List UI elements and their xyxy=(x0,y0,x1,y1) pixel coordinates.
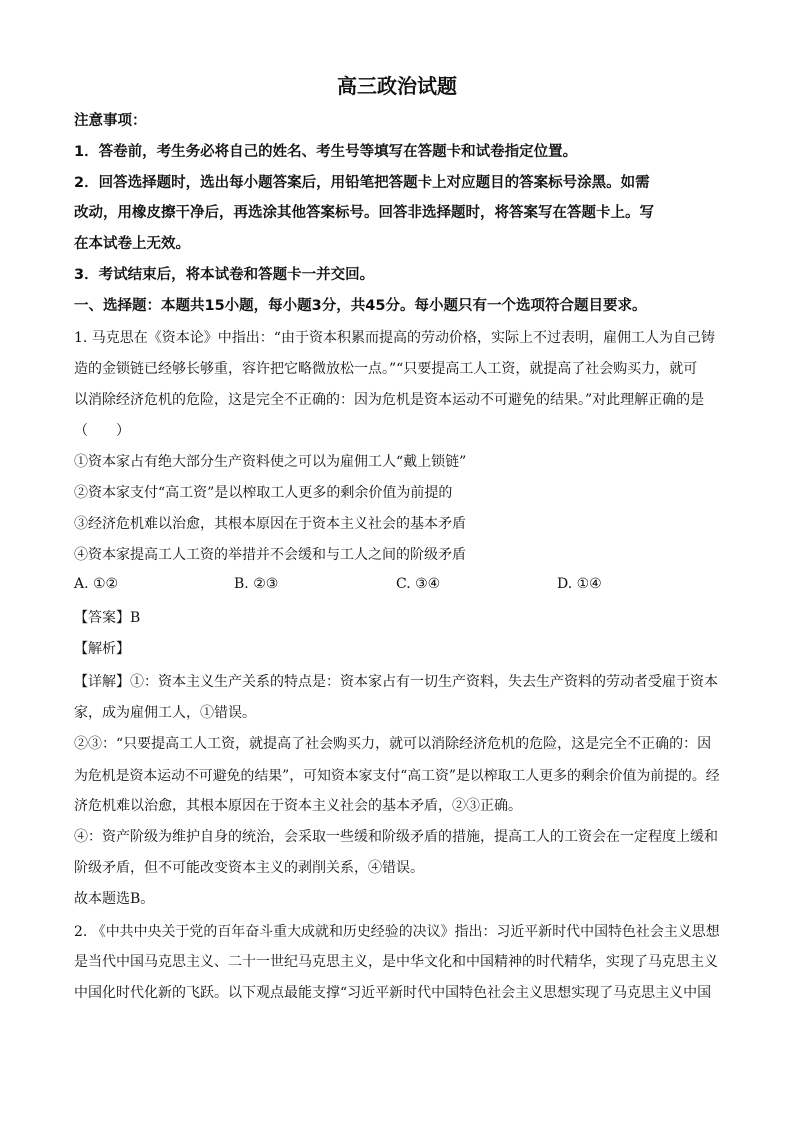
q1-detail-line-7: 阶级矛盾，但不可能改变资本主义的剥削关系，④错误。 xyxy=(74,860,424,876)
page-title: 高三政治试题 xyxy=(337,74,457,98)
q1-option-c: C. ③④ xyxy=(396,576,441,592)
q1-statement-4: ④资本家提高工人工资的举措并不会缓和与工人之间的阶级矛盾 xyxy=(74,547,466,563)
q1-answer: 【答案】B xyxy=(74,610,141,626)
q1-stem-line-4: （ ） xyxy=(74,423,130,439)
q1-option-a: A. ①② xyxy=(74,576,119,592)
q1-analysis-heading: 【解析】 xyxy=(74,641,130,657)
q1-statement-3: ③经济危机难以治愈，其根本原因在于资本主义社会的基本矛盾 xyxy=(74,516,466,532)
section-heading: 一、选择题：本题共15小题，每小题3分，共45分。每小题只有一个选项符合题目要求。 xyxy=(74,298,647,314)
q1-stem-line-1: 1. 马克思在《资本论》中指出：“由于资本积累而提高的劳动价格，实际上不过表明，雇佣工人为自己铸 xyxy=(74,330,715,346)
q1-statement-1: ①资本家占有绝大部分生产资料使之可以为雇佣工人“戴上锁链” xyxy=(74,454,467,470)
notice-item-2-line-3: 在本试卷上无效。 xyxy=(74,236,190,252)
notice-item-1: 1．答卷前，考生务必将自己的姓名、考生号等填写在答题卡和试卷指定位置。 xyxy=(74,144,578,160)
notice-heading: 注意事项： xyxy=(74,113,147,129)
q1-conclusion: 故本题选B。 xyxy=(74,891,155,907)
q1-option-b: B. ②③ xyxy=(234,576,279,592)
q1-detail-line-5: 济危机难以治愈，其根本原因在于资本主义社会的基本矛盾，②③正确。 xyxy=(74,798,522,814)
q1-detail-line-1: 【详解】①：资本主义生产关系的特点是：资本家占有一切生产资料，失去生产资料的劳动者受雇于资本 xyxy=(74,674,718,690)
notice-item-2-line-2: 改动，用橡皮擦干净后，再选涂其他答案标号。回答非选择题时，将答案写在答题卡上。写 xyxy=(74,205,654,221)
q1-detail-line-2: 家，成为雇佣工人，①错误。 xyxy=(74,705,256,721)
q1-detail-line-6: ④：资产阶级为维护自身的统治，会采取一些缓和阶级矛盾的措施，提高工人的工资会在一定程度上缓和 xyxy=(74,829,718,845)
q1-detail-line-3: ②③：“只要提高工人工资，就提高了社会购买力，就可以消除经济危机的危险，这是完全不正确的：因 xyxy=(74,736,712,752)
q2-stem-line-3: 中国化时代化新的飞跃。以下观点最能支撑“习近平新时代中国特色社会主义思想实现了马克思主义中国 xyxy=(74,985,712,1001)
notice-item-3: 3．考试结束后，将本试卷和答题卡一并交回。 xyxy=(74,267,375,283)
q1-detail-line-4: 为危机是资本运动不可避免的结果”，可知资本家支付“高工资”是以榨取工人更多的剩余价值为前提的。经 xyxy=(74,768,720,784)
q2-stem-line-2: 是当代中国马克思主义、二十一世纪马克思主义，是中华文化和中国精神的时代精华，实现了马克思主义 xyxy=(74,954,718,970)
notice-item-2-line-1: 2．回答选择题时，选出每小题答案后，用铅笔把答题卡上对应题目的答案标号涂黑。如需 xyxy=(74,175,650,191)
q1-stem-line-2: 造的金锁链已经够长够重，容许把它略微放松一点。”“只要提高工人工资，就提高了社会购买力，就可 xyxy=(74,361,698,377)
q1-stem-line-3: 以消除经济危机的危险，这是完全不正确的：因为危机是资本运动不可避免的结果。”对此理解正确的是 xyxy=(74,392,705,408)
q1-option-d: D. ①④ xyxy=(557,576,602,592)
q2-stem-line-1: 2. 《中共中央关于党的百年奋斗重大成就和历史经验的决议》指出：习近平新时代中国特色社会主义思想 xyxy=(74,924,720,940)
q1-statement-2: ②资本家支付“高工资”是以榨取工人更多的剩余价值为前提的 xyxy=(74,485,453,501)
